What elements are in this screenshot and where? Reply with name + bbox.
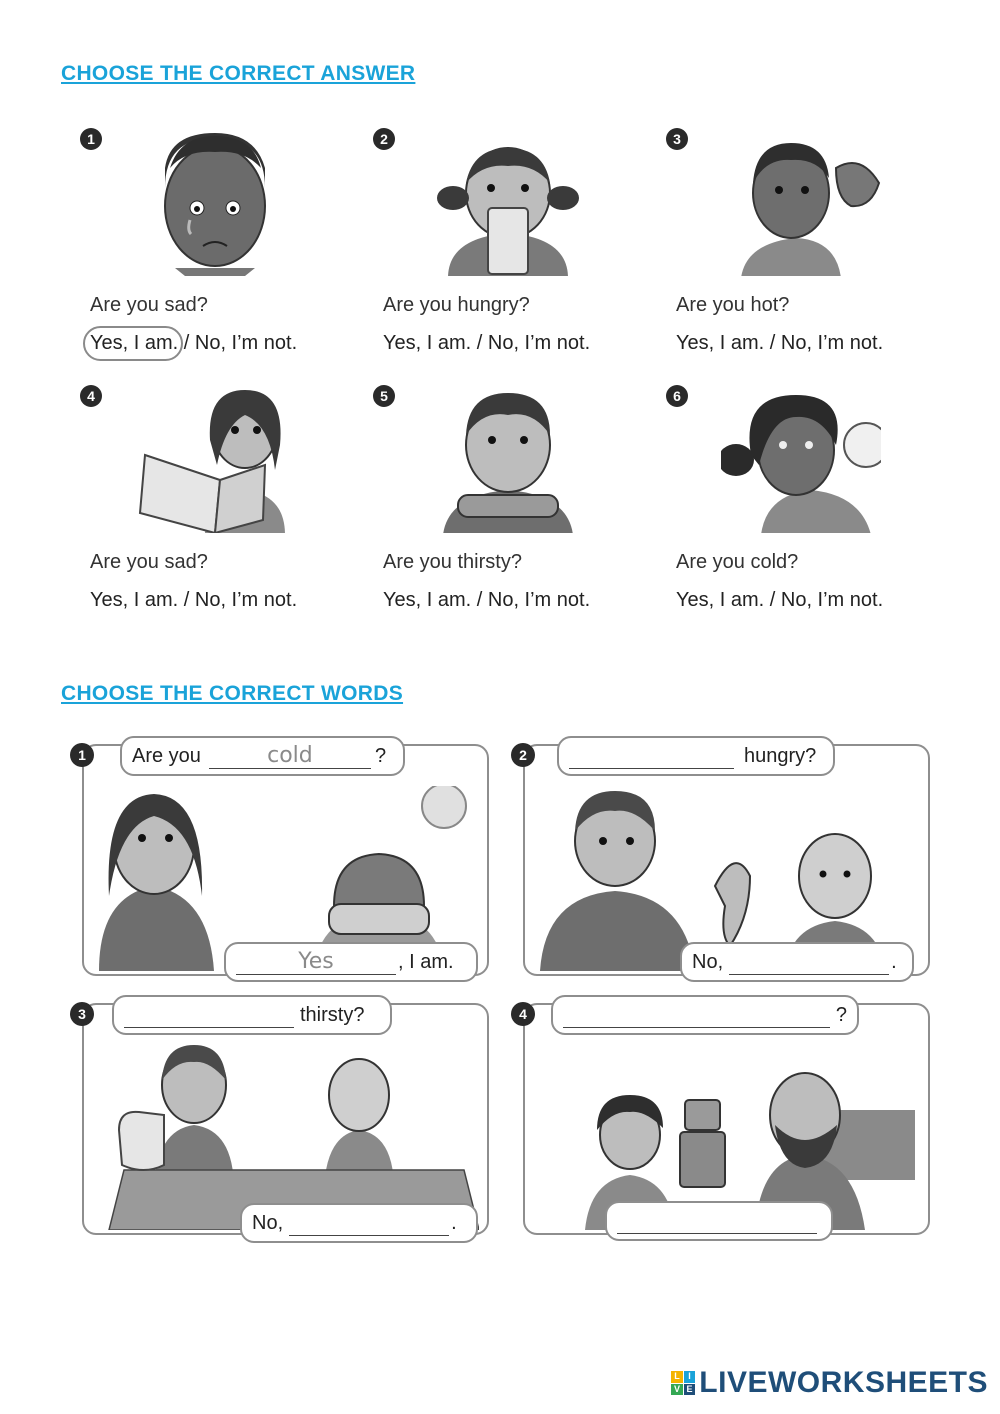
- item-number: 5: [373, 385, 395, 407]
- item-number: 2: [373, 128, 395, 150]
- answer-blank[interactable]: [617, 1209, 817, 1234]
- cold-girl-illustration: [721, 385, 881, 533]
- question-bubble: [551, 995, 859, 1035]
- question-bubble: [557, 736, 835, 776]
- answer-blank[interactable]: [563, 1003, 830, 1028]
- handwritten-answer: Yes: [298, 948, 334, 974]
- question-prefix: Are you: [132, 744, 201, 767]
- answer-blank[interactable]: [124, 1003, 294, 1028]
- answer-suffix: .: [451, 1211, 457, 1234]
- question-suffix: ?: [835, 1003, 847, 1026]
- question-bubble: [120, 736, 405, 776]
- logo-letter: V: [671, 1384, 683, 1396]
- option-separator: /: [764, 332, 781, 354]
- option-yes[interactable]: Yes, I am.: [383, 332, 472, 354]
- answer-suffix: , I am.: [398, 950, 454, 973]
- item-number: 1: [80, 128, 102, 150]
- panel-number: 3: [70, 1002, 94, 1026]
- logo-letter: I: [684, 1371, 696, 1383]
- question-item-1: [80, 128, 340, 368]
- panel-number: 2: [511, 743, 535, 767]
- question-text: Are you sad?: [90, 294, 208, 316]
- comic-panel-3: [82, 1003, 489, 1235]
- answer-prefix: No,: [692, 950, 724, 973]
- answer-options: [676, 332, 883, 355]
- question-item-3: [666, 128, 926, 368]
- brand-name: LIVEWORKSHEETS: [699, 1366, 988, 1399]
- item-number: 6: [666, 385, 688, 407]
- liveworksheets-logo: [671, 1366, 988, 1400]
- question-item-2: [373, 128, 633, 368]
- brand-logo-icon: [671, 1371, 695, 1395]
- question-text: Are you thirsty?: [383, 551, 522, 573]
- panel-number: 4: [511, 1002, 535, 1026]
- girl-drinking-illustration: [428, 128, 588, 276]
- question-suffix: ?: [374, 744, 387, 767]
- question-text: Are you hot?: [676, 294, 790, 316]
- option-no[interactable]: No, I’m not.: [487, 589, 591, 611]
- question-item-5: [373, 385, 633, 625]
- answer-blank[interactable]: [236, 950, 396, 975]
- logo-letter: E: [684, 1384, 696, 1396]
- option-no[interactable]: No, I’m not.: [487, 332, 591, 354]
- answer-blank[interactable]: [289, 1211, 449, 1236]
- boy-eating-illustration: [428, 385, 588, 533]
- answer-options: [90, 589, 297, 612]
- question-item-4: [80, 385, 340, 625]
- question-suffix: hungry?: [744, 744, 817, 767]
- question-text: Are you hungry?: [383, 294, 530, 316]
- question-text: Are you cold?: [676, 551, 799, 573]
- option-yes[interactable]: Yes, I am.: [676, 589, 765, 611]
- answer-prefix: No,: [252, 1211, 284, 1234]
- option-separator: /: [471, 589, 488, 611]
- question-item-6: [666, 385, 926, 625]
- answer-bubble: [224, 942, 478, 982]
- comic-panel-2: [523, 744, 930, 976]
- option-no[interactable]: No, I’m not.: [194, 332, 298, 354]
- option-no[interactable]: No, I’m not.: [194, 589, 298, 611]
- answer-blank[interactable]: [209, 744, 371, 769]
- handwritten-answer: cold: [267, 742, 313, 768]
- answer-blank[interactable]: [569, 744, 734, 769]
- answer-options: [383, 332, 590, 355]
- option-separator: /: [764, 589, 781, 611]
- option-yes[interactable]: Yes, I am.: [90, 589, 179, 611]
- question-suffix: thirsty?: [300, 1003, 365, 1026]
- section-2-heading: CHOOSE THE CORRECT WORDS: [61, 682, 404, 705]
- option-no[interactable]: No, I’m not.: [780, 332, 884, 354]
- answer-suffix: .: [891, 950, 897, 973]
- option-yes[interactable]: Yes, I am.: [383, 589, 472, 611]
- sad-boy-illustration: [135, 128, 295, 276]
- hot-boy-illustration: [721, 128, 881, 276]
- option-separator: /: [178, 589, 195, 611]
- option-yes[interactable]: Yes, I am.: [90, 332, 179, 354]
- logo-letter: L: [671, 1371, 683, 1383]
- comic-panel-4: [523, 1003, 930, 1235]
- question-text: Are you sad?: [90, 551, 208, 573]
- panel-number: 1: [70, 743, 94, 767]
- answer-blank[interactable]: [729, 950, 889, 975]
- answer-bubble: [680, 942, 914, 982]
- answer-options: [90, 332, 297, 355]
- item-number: 4: [80, 385, 102, 407]
- answer-options: [383, 589, 590, 612]
- section-1-heading: CHOOSE THE CORRECT ANSWER: [61, 62, 416, 85]
- item-number: 3: [666, 128, 688, 150]
- answer-bubble: [605, 1201, 833, 1241]
- girl-reading-illustration: [135, 385, 295, 533]
- panel-3-scene: [94, 1040, 479, 1230]
- question-bubble: [112, 995, 392, 1035]
- option-separator: /: [178, 332, 195, 354]
- option-separator: /: [471, 332, 488, 354]
- answer-options: [676, 589, 883, 612]
- option-no[interactable]: No, I’m not.: [780, 589, 884, 611]
- answer-bubble: [240, 1203, 478, 1243]
- comic-panel-1: [82, 744, 489, 976]
- option-yes[interactable]: Yes, I am.: [676, 332, 765, 354]
